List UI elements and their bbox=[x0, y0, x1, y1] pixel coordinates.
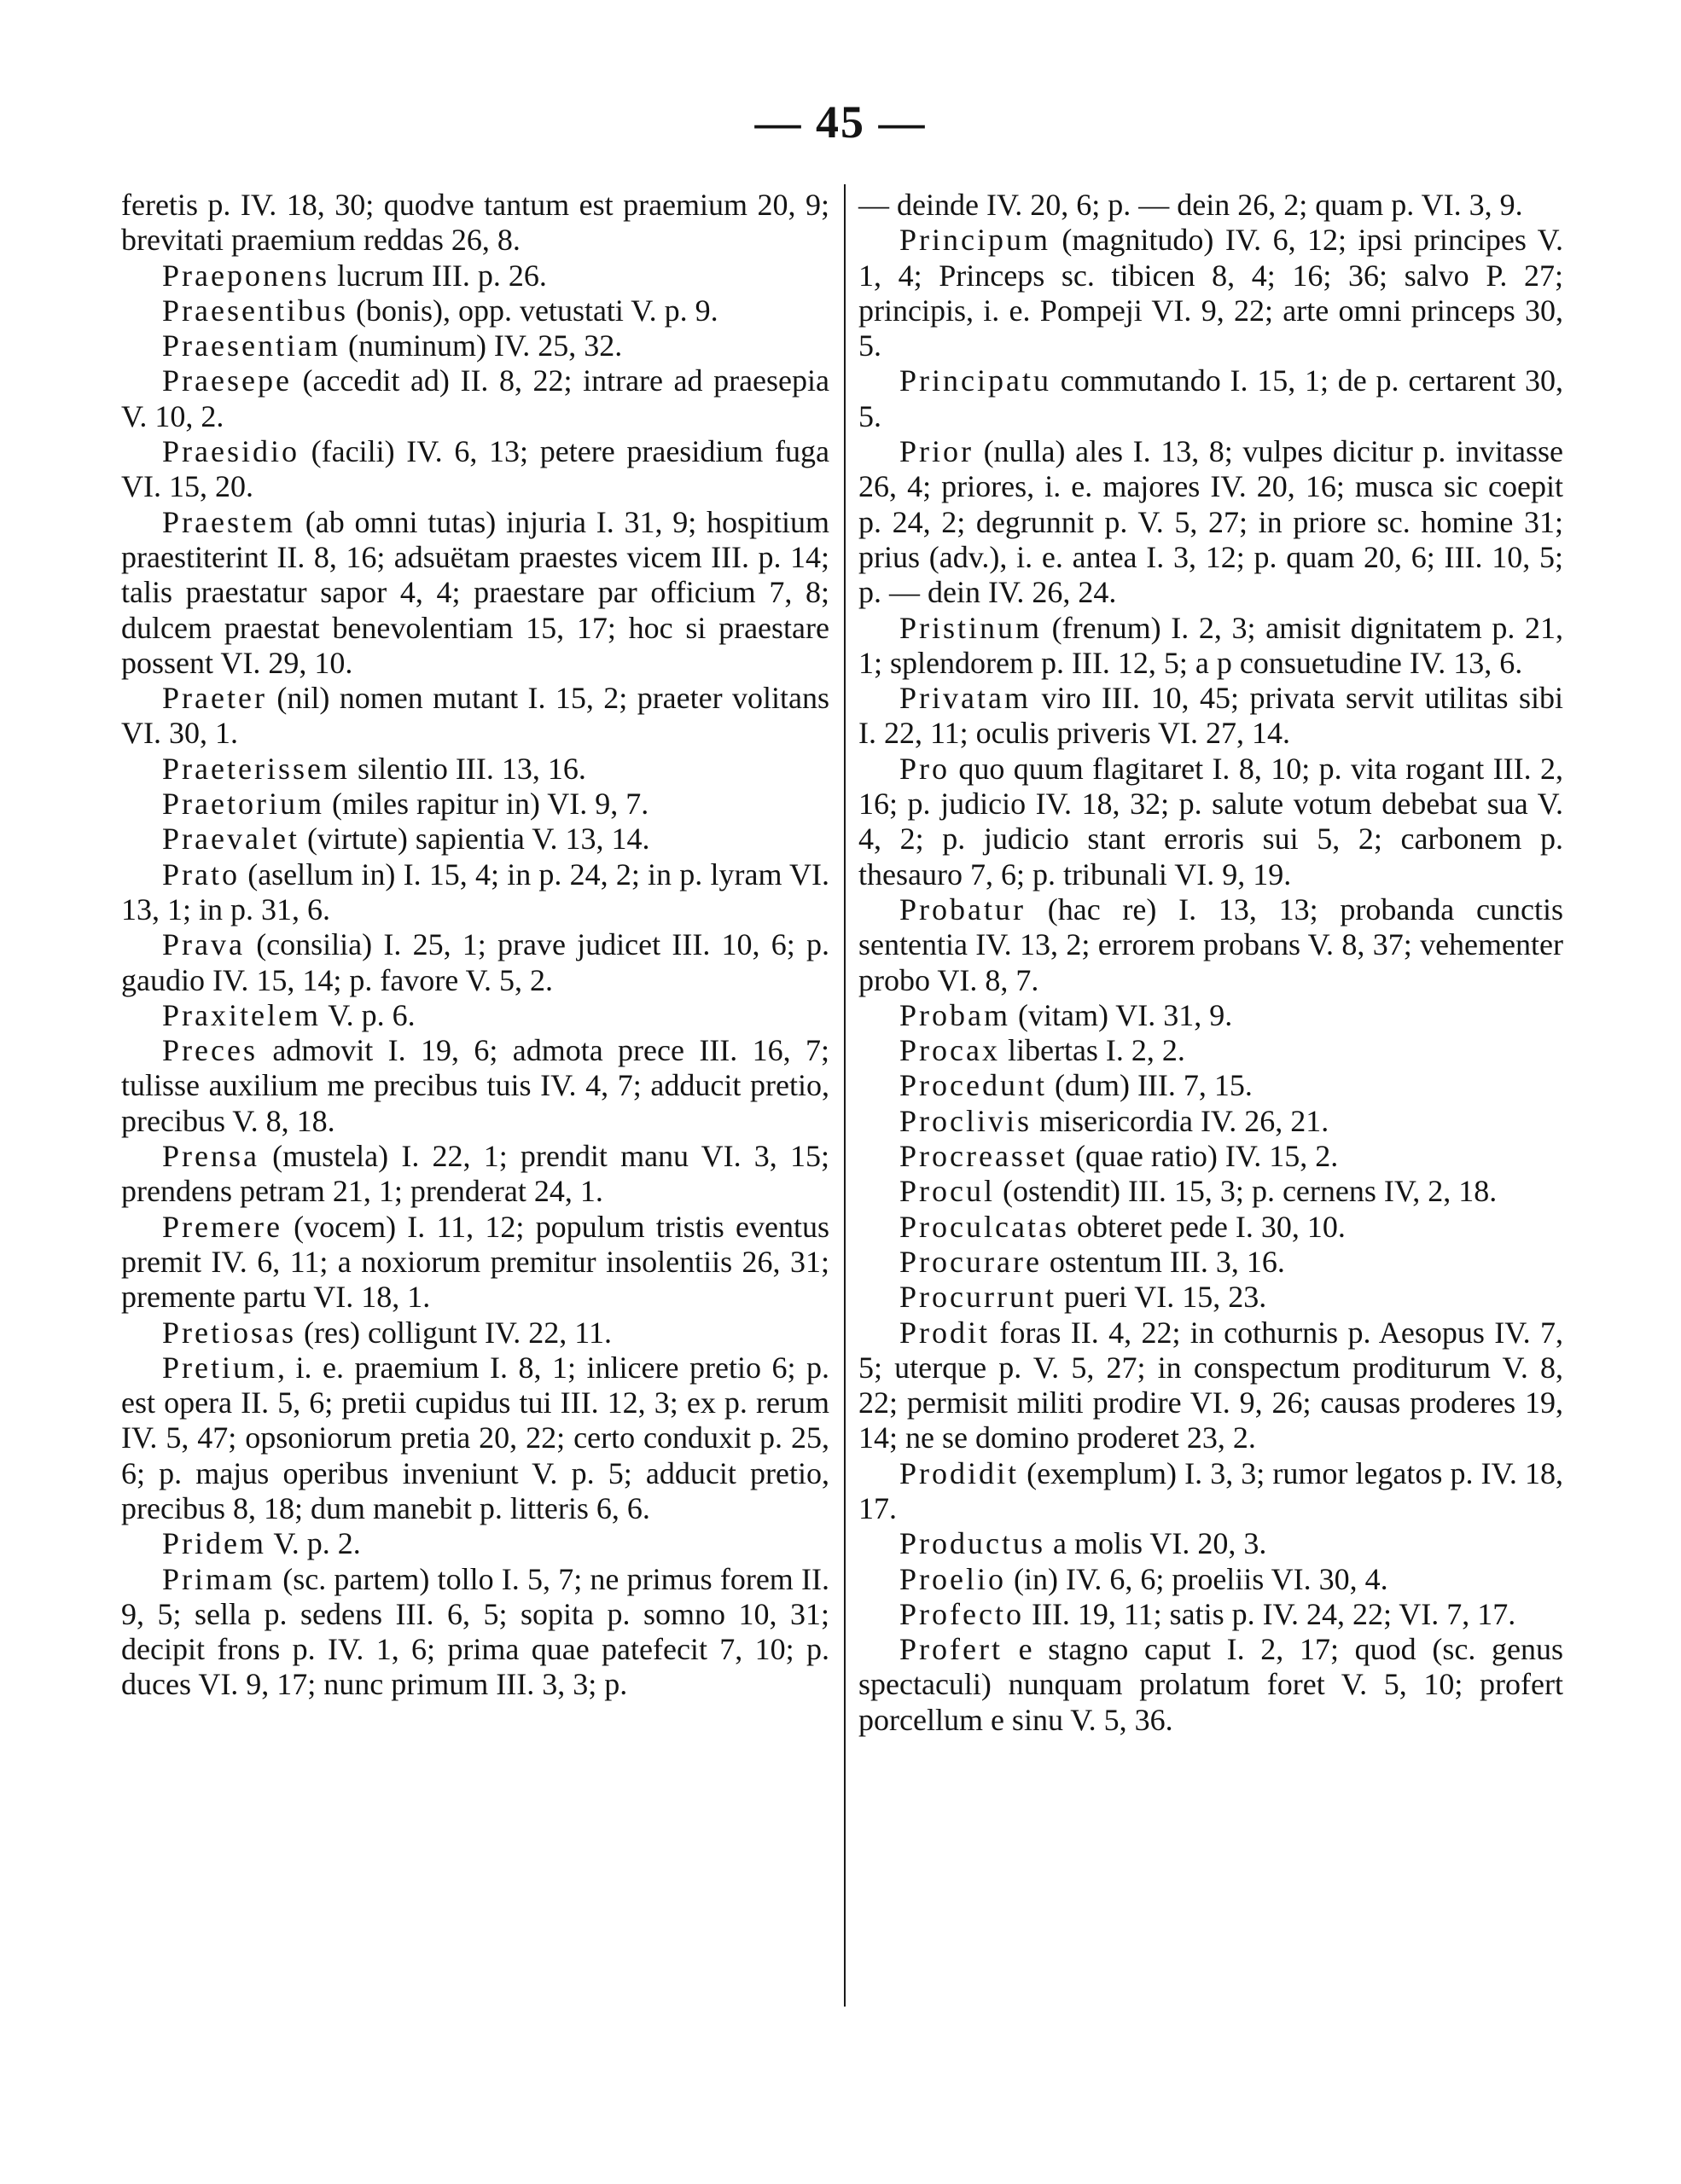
entry-headword: Praesentibus bbox=[162, 293, 348, 328]
index-entry bbox=[121, 1316, 829, 1350]
index-entry bbox=[121, 1562, 829, 1703]
entry-references: , i. e. praemium I. 8, 1; inlicere pretio 6; p. est opera II. 5, 6; pretii cupidus tui III. 12, 3; ex p. rerum IV. 5, 47; opsoniorum pretia 20, 22; certo conduxit p. 25, 6; p. majus operibus inveniunt V. p. 5; adducit pretio, precibus 8, 18; dum manebit p. litteris 6, 6. bbox=[121, 1350, 829, 1525]
entry-headword: Primam bbox=[162, 1561, 275, 1596]
index-entry bbox=[121, 927, 829, 998]
entry-headword: Prensa bbox=[162, 1139, 259, 1174]
index-entry bbox=[858, 1632, 1563, 1738]
entry-headword: Profecto bbox=[899, 1596, 1024, 1631]
entry-references: (quae ratio) IV. 15, 2. bbox=[1067, 1139, 1339, 1174]
entry-headword: Profert bbox=[899, 1632, 1003, 1667]
index-entry bbox=[121, 1139, 829, 1210]
entry-headword: Proclivis bbox=[899, 1103, 1032, 1138]
entry-headword: Productus bbox=[899, 1526, 1045, 1561]
index-entry bbox=[121, 1210, 829, 1316]
entry-references: (bonis), opp. vetustati V. p. 9. bbox=[347, 293, 718, 328]
index-entry bbox=[121, 752, 829, 787]
entry-references: e stagno caput I. 2, 17; quod (sc. genus spectaculi) nunquam prolatum foret V. 5, 10; profert porcellum e sinu V. 5, 36. bbox=[858, 1632, 1563, 1737]
entry-headword: Preces bbox=[162, 1033, 258, 1068]
index-entry bbox=[121, 998, 829, 1033]
index-entry bbox=[858, 1139, 1563, 1174]
index-entry bbox=[121, 434, 829, 505]
entry-headword: Probam bbox=[899, 997, 1010, 1032]
entry-references: (exemplum) I. 3, 3; rumor legatos p. IV. 18, 17. bbox=[858, 1455, 1563, 1525]
entry-references: a molis VI. 20, 3. bbox=[1045, 1526, 1267, 1561]
entry-references: (in) IV. 6, 6; proeliis VI. 30, 4. bbox=[1006, 1561, 1388, 1596]
entry-headword: Praesentiam bbox=[162, 328, 340, 363]
index-entry bbox=[121, 505, 829, 681]
entry-references: (mustela) I. 22, 1; prendit manu VI. 3, 15; prendens petram 21, 1; prenderat 24, 1. bbox=[121, 1139, 829, 1209]
index-entry bbox=[858, 223, 1563, 363]
index-entry bbox=[858, 998, 1563, 1033]
entry-references: III. 19, 11; satis p. IV. 24, 22; VI. 7, 17. bbox=[1023, 1596, 1516, 1631]
entry-references: silentio III. 13, 16. bbox=[349, 751, 586, 786]
entry-headword: Praevalet bbox=[162, 822, 300, 857]
entry-headword: Praesidio bbox=[162, 434, 300, 469]
entry-references: (hac re) I. 13, 13; probanda cunctis sententia IV. 13, 2; errorem probans V. 8, 37; vehementer probo VI. 8, 7. bbox=[858, 892, 1563, 997]
entry-references: feretis p. IV. 18, 30; quodve tantum est praemium 20, 9; brevitati praemium reddas 26, 8. bbox=[121, 188, 829, 258]
entry-headword: Procax bbox=[899, 1033, 1000, 1068]
index-entry bbox=[858, 892, 1563, 998]
entry-headword: Prior bbox=[899, 434, 974, 469]
entry-references: (frenum) I. 2, 3; amisit dignitatem p. 21, 1; splendorem p. III. 12, 5; a p consuetudine IV. 13, 6. bbox=[858, 610, 1563, 680]
entry-references: foras II. 4, 22; in cothurnis p. Aesopus IV. 7, 5; uterque p. V. 5, 27; in conspectum proditurum V. 8, 22; permisit militi prodire VI. 9, 26; causas proderes 19, 14; ne se domino proderet 23, 2. bbox=[858, 1315, 1563, 1455]
entry-references: obteret pede I. 30, 10. bbox=[1068, 1209, 1346, 1244]
entry-references: (magnitudo) IV. 6, 12; ipsi principes V. 1, 4; Princeps sc. tibicen 8, 4; 16; 36; salvo P. 27; principis, i. e. Pompeji VI. 9, 22; arte omni princeps 30, 5. bbox=[858, 223, 1563, 363]
index-entry bbox=[858, 363, 1563, 434]
entry-headword: Pridem bbox=[162, 1526, 266, 1561]
entry-headword: Praxitelem bbox=[162, 997, 321, 1032]
entry-references: (accedit ad) II. 8, 22; intrare ad praesepia V. 10, 2. bbox=[121, 363, 829, 433]
entry-references: (nil) nomen mutant I. 15, 2; praeter volitans VI. 30, 1. bbox=[121, 681, 829, 751]
entry-headword: Procurrunt bbox=[899, 1280, 1056, 1315]
entry-references: (miles rapitur in) VI. 9, 7. bbox=[323, 787, 649, 822]
entry-references: quo quum flagitaret I. 8, 10; p. vita rogant III. 2, 16; p. judicio IV. 18, 32; p. salute votum debebat sua V. 4, 2; p. judicio stant erroris sui 5, 2; carbonem p. thesauro 7, 6; p. tribunali VI. 9, 19. bbox=[858, 751, 1563, 892]
entry-references: viro III. 10, 45; privata servit utilitas sibi I. 22, 11; oculis priveris VI. 27, 14. bbox=[858, 681, 1563, 751]
entry-references: (numinum) IV. 25, 32. bbox=[340, 328, 623, 363]
entry-headword: Praeter bbox=[162, 681, 267, 716]
index-entry bbox=[858, 1033, 1563, 1068]
index-entry bbox=[121, 822, 829, 857]
entry-references: (vitam) VI. 31, 9. bbox=[1010, 997, 1233, 1032]
index-entry bbox=[858, 1597, 1563, 1632]
entry-references: (ab omni tutas) injuria I. 31, 9; hospitium praestiterint II. 8, 16; adsuëtam praestes vicem III. p. 14; talis praestatur sapor 4, 4; praestare par officium 7, 8; dulcem praestat benevolentiam 15, 17; hoc si praestare possent VI. 29, 10. bbox=[121, 504, 829, 680]
index-entry bbox=[858, 1316, 1563, 1456]
index-entry bbox=[121, 363, 829, 434]
entry-references: (dum) III. 7, 15. bbox=[1046, 1068, 1253, 1103]
entry-references: (consilia) I. 25, 1; prave judicet III. 10, 6; p. gaudio IV. 15, 14; p. favore V. 5, 2. bbox=[121, 927, 829, 997]
index-entry bbox=[121, 1350, 829, 1526]
entry-references: (facili) IV. 6, 13; petere praesidium fuga VI. 15, 20. bbox=[121, 434, 829, 504]
entry-headword: Prava bbox=[162, 927, 245, 962]
entry-headword: Pretium bbox=[162, 1350, 277, 1385]
entry-headword: Procedunt bbox=[899, 1068, 1047, 1103]
entry-headword: Praeterissem bbox=[162, 751, 350, 786]
index-entry bbox=[858, 752, 1563, 892]
entry-headword: Pristinum bbox=[899, 610, 1043, 645]
entry-references: libertas I. 2, 2. bbox=[999, 1033, 1185, 1068]
entry-references: (virtute) sapientia V. 13, 14. bbox=[299, 822, 650, 857]
index-entry bbox=[858, 1245, 1563, 1280]
entry-references: lucrum III. p. 26. bbox=[329, 258, 547, 293]
entry-references: V. p. 6. bbox=[320, 997, 416, 1032]
entry-headword: Pro bbox=[899, 751, 951, 786]
entry-headword: Probatur bbox=[899, 892, 1026, 926]
entry-references: ostentum III. 3, 16. bbox=[1041, 1244, 1285, 1279]
entry-headword: Praesepe bbox=[162, 363, 292, 398]
entry-headword: Principatu bbox=[899, 363, 1051, 398]
index-entry bbox=[121, 293, 829, 328]
index-entry bbox=[858, 1456, 1563, 1527]
index-entry bbox=[858, 681, 1563, 752]
entry-references: (asellum in) I. 15, 4; in p. 24, 2; in p. lyram VI. 13, 1; in p. 31, 6. bbox=[121, 857, 829, 926]
index-entry bbox=[121, 857, 829, 928]
index-entry bbox=[121, 1526, 829, 1561]
entry-references: — deinde IV. 20, 6; p. — dein 26, 2; quam p. VI. 3, 9. bbox=[858, 188, 1523, 222]
entry-references: (nulla) ales I. 13, 8; vulpes dicitur p. invitasse 26, 4; priores, i. e. majores IV. 20, 16; musca sic coepit p. 24, 2; degrunnit p. V. 5, 27; in priore sc. homine 31; prius (adv.), i. e. antea I. 3, 12; p. quam 20, 6; III. 10, 5; p. — dein IV. 26, 24. bbox=[858, 434, 1563, 610]
entry-headword: Procul bbox=[899, 1174, 995, 1209]
entry-headword: Principum bbox=[899, 223, 1050, 258]
index-entry bbox=[858, 1562, 1563, 1597]
index-entry bbox=[121, 1033, 829, 1139]
entry-references: V. p. 2. bbox=[266, 1526, 361, 1561]
entry-references: commutando I. 15, 1; de p. certarent 30, 5. bbox=[858, 363, 1563, 433]
index-entry bbox=[858, 1068, 1563, 1103]
left-column bbox=[121, 188, 829, 1703]
entry-references: (ostendit) III. 15, 3; p. cernens IV, 2, 18. bbox=[995, 1174, 1498, 1209]
entry-headword: Praetorium bbox=[162, 787, 324, 822]
index-entry bbox=[858, 1210, 1563, 1245]
entry-headword: Proculcatas bbox=[899, 1209, 1069, 1244]
column-divider bbox=[844, 184, 846, 2007]
index-entry bbox=[121, 258, 829, 293]
index-entry bbox=[121, 681, 829, 752]
entry-headword: Procurare bbox=[899, 1244, 1042, 1279]
entry-headword: Premere bbox=[162, 1209, 282, 1244]
index-entry bbox=[858, 434, 1563, 610]
entry-headword: Privatam bbox=[899, 681, 1031, 716]
index-entry bbox=[121, 787, 829, 822]
entry-references: (sc. partem) tollo I. 5, 7; ne primus forem II. 9, 5; sella p. sedens III. 6, 5; sopita p. somno 10, 31; decipit frons p. IV. 1, 6; prima quae patefecit 7, 10; p. duces VI. 9, 17; nunc primum III. 3, 3; p. bbox=[121, 1561, 829, 1702]
page-number: — 45 — bbox=[754, 96, 927, 148]
entry-references: (res) colligunt IV. 22, 11. bbox=[296, 1315, 612, 1350]
entry-headword: Proelio bbox=[899, 1561, 1006, 1596]
index-entry bbox=[858, 1104, 1563, 1139]
entry-headword: Praeponens bbox=[162, 258, 329, 293]
right-column bbox=[858, 188, 1563, 1738]
index-entry bbox=[858, 611, 1563, 682]
entry-headword: Prodidit bbox=[899, 1455, 1020, 1490]
entry-headword: Prato bbox=[162, 857, 240, 892]
index-entry-continuation bbox=[858, 188, 1563, 223]
entry-headword: Praestem bbox=[162, 504, 295, 539]
index-entry bbox=[858, 1280, 1563, 1315]
entry-references: pueri VI. 15, 23. bbox=[1056, 1280, 1267, 1315]
index-entry bbox=[858, 1526, 1563, 1561]
index-entry-continuation bbox=[121, 188, 829, 258]
entry-references: admovit I. 19, 6; admota prece III. 16, 7; tulisse auxilium me precibus tuis IV. 4, 7; adducit pretio, precibus V. 8, 18. bbox=[121, 1033, 829, 1138]
index-entry bbox=[121, 328, 829, 363]
entry-headword: Procreasset bbox=[899, 1139, 1067, 1174]
index-entry bbox=[858, 1174, 1563, 1209]
entry-headword: Pretiosas bbox=[162, 1315, 296, 1350]
entry-headword: Prodit bbox=[899, 1315, 991, 1350]
entry-references: misericordia IV. 26, 21. bbox=[1032, 1103, 1329, 1138]
entry-references: (vocem) I. 11, 12; populum tristis eventus premit IV. 6, 11; a noxiorum premitur insolentiis 26, 31; premente partu VI. 18, 1. bbox=[121, 1209, 829, 1315]
